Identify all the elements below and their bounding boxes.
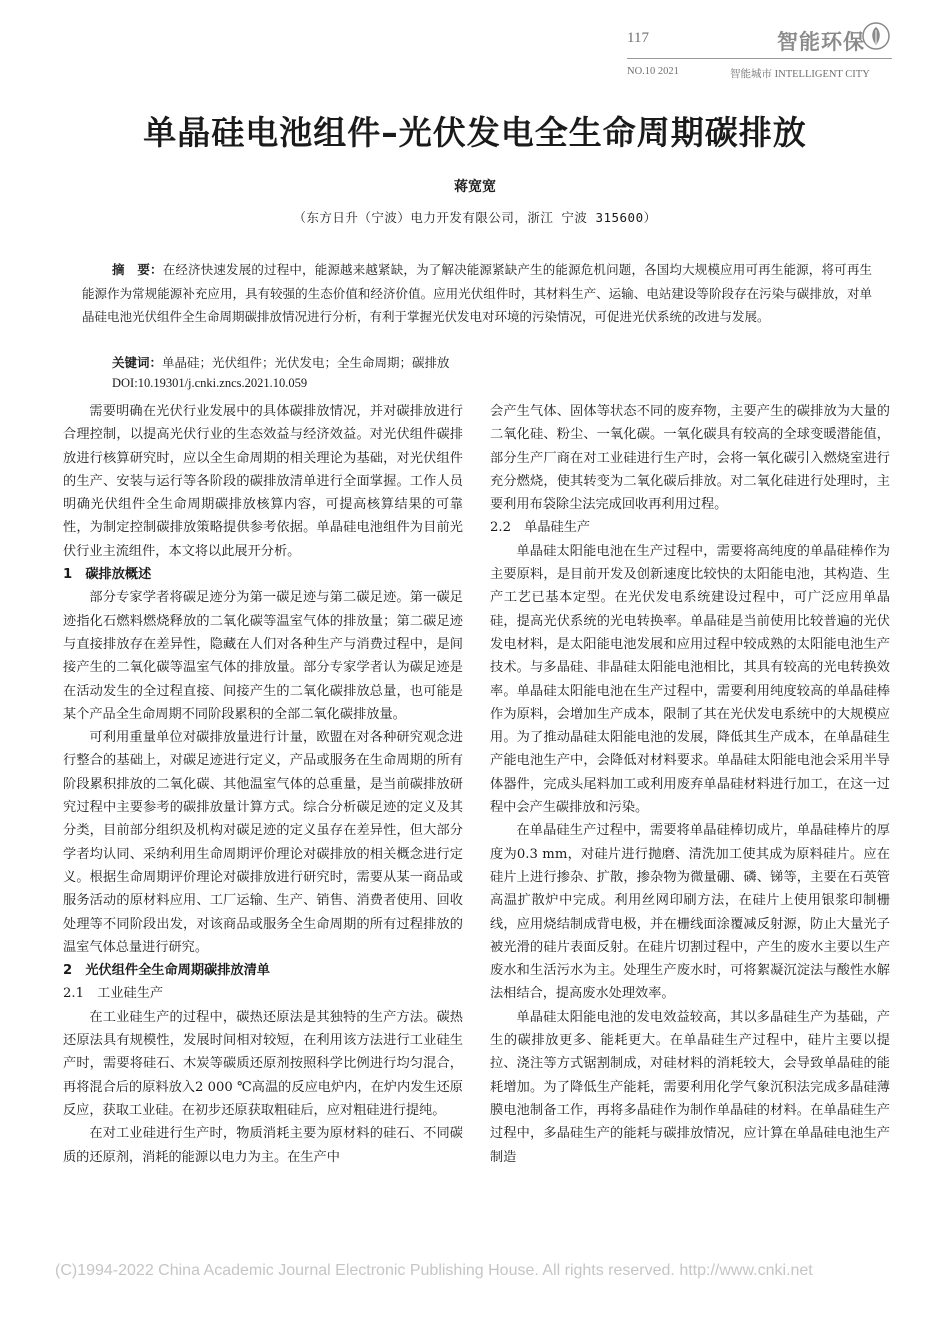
article-title: 单晶硅电池组件–光伏发电全生命周期碳排放 bbox=[143, 113, 807, 152]
abstract-text: 在经济快速发展的过程中，能源越来越紧缺，为了解决能源紧缺产生的能源危机问题，各国均大规模应用可再生能源，将可再生能源作为常规能源补充应用，具有较强的生态价值和经济价值。应用光伏组件时，其材料生产、运输、电站建设等阶段存在污染与碳排放，对单晶硅电池光伏组件全生命周期碳排放情况进行分析，有利于掌握光伏发电对环境的污染情况，可促进光伏系统的改进与发展。 bbox=[82, 262, 872, 324]
article-author: 蒋宽宽 bbox=[454, 179, 496, 195]
paragraph: 在对工业硅进行生产时，物质消耗主要为原材料的硅石、不同碳质的还原剂，消耗的能源以电力为主。在生产中 bbox=[63, 1126, 463, 1165]
header-rule bbox=[627, 58, 892, 59]
journal-name: 智能环保 bbox=[777, 30, 865, 54]
body-column-left bbox=[63, 400, 463, 1169]
keywords-text: 单晶硅；光伏组件；光伏发电；全生命周期；碳排放 bbox=[162, 355, 450, 370]
body-column-right bbox=[490, 400, 890, 1169]
keywords-label: 关键词： bbox=[112, 355, 163, 370]
section-heading: 1 碳排放概述 bbox=[63, 567, 152, 583]
journal-section: 智能城市 INTELLIGENT CITY bbox=[730, 69, 870, 80]
paragraph: 可利用重量单位对碳排放量进行计量，欧盟在对各种研究观念进行整合的基础上，对碳足迹进行定义，产品或服务在生命周期的所有阶段累积排放的二氧化碳、其他温室气体的总重量，是当前碳排放研究过程中主要参考的碳排放量计算方式。综合分析碳足迹的定义及其分类，目前部分组织及机构对碳足迹的定义虽存在差异性，但大部分学者均认同、采纳利用生命周期评价理论对碳排放的相关概念进行定义。根据生命周期评价理论对碳排放进行研究时，需要从某一商品或服务活动的原材料应用、工厂运输、生产、销售、消费者使用、回收处理等不同阶段出发，对该商品或服务全生命周期的所有过程排放的温室气体总量进行研究。 bbox=[63, 730, 463, 955]
page-number: 117 bbox=[627, 30, 649, 46]
abstract-label: 摘 要： bbox=[112, 262, 163, 277]
paragraph: 在工业硅生产的过程中，碳热还原法是其独特的生产方法。碳热还原法具有规模性，发展时间相对较短，在利用该方法进行工业硅生产时，需要将硅石、木炭等碳质还原剂按照科学比例进行均匀混合，再将混合后的原料放入2 000 ℃高温的反应电炉内，在炉内发生还原反应，获取工业硅。在初步还原获取粗硅后，应对粗硅进行提纯。 bbox=[63, 1009, 463, 1118]
subsection-heading: 2.1 工业硅生产 bbox=[63, 986, 164, 1002]
section-heading: 2 光伏组件全生命周期碳排放清单 bbox=[63, 963, 270, 979]
doi: DOI:10.19301/j.cnki.zncs.2021.10.059 bbox=[112, 376, 308, 390]
copyright-watermark: (C)1994-2022 China Academic Journal Electronic Publishing House. All rights reserved. http://www.cnki.net bbox=[55, 1262, 813, 1279]
keywords bbox=[112, 353, 872, 371]
paragraph: 单晶硅太阳能电池的发电效益较高，其以多晶硅生产为基础，产生的碳排放更多、能耗更大。在单晶硅生产过程中，硅片主要以提拉、浇注等方式锯割制成，对硅材料的消耗较大，会导致单晶硅的能耗增加。为了降低生产能耗，需要利用化学气象沉积法完成多晶硅薄膜电池制备工作，再将多晶硅作为制作单晶硅的材料。在单晶硅生产过程中，多晶硅生产的能耗与碳排放情况，应计算在单晶硅电池生产制造 bbox=[490, 1009, 890, 1165]
paragraph: 需要明确在光伏行业发展中的具体碳排放情况，并对碳排放进行合理控制，以提高光伏行业的生态效益与经济效益。对光伏组件碳排放进行核算研究时，应以全生命周期的相关理论为基础，对光伏组件的生产、安装与运行等各阶段的碳排放清单进行全面掌握。工作人员明确光伏组件全生命周期碳排放核算内容，可提高核算结果的可靠性，为制定控制碳排放策略提供参考依据。单晶硅电池组件为目前光伏行业主流组件，本文将以此展开分析。 bbox=[63, 404, 463, 559]
issue-number: NO.10 2021 bbox=[627, 66, 679, 77]
paragraph: 单晶硅太阳能电池在生产过程中，需要将高纯度的单晶硅棒作为主要原料，是目前开发及创新速度比较快的太阳能电池，其构造、生产工艺已基本定型。在光伏发电系统建设过程中，可广泛应用单晶硅，提高光伏系统的光电转换率。单晶硅是当前使用比较普遍的光伏发电材料，是太阳能电池发展和应用过程中较成熟的太阳能电池生产技术。与多晶硅、非晶硅太阳能电池相比，其具有较高的光电转换效率。单晶硅太阳能电池在生产过程中，需要利用纯度较高的单晶硅棒作为原料，会增加生产成本，限制了其在光伏发电系统中的大规模应用。为了推动晶硅太阳能电池的发展，降低其生产成本，在单晶硅生产能电池生产中，会降低对材料要求。单晶硅太阳能电池会采用半导体器件，完成头尾料加工或利用废弃单晶硅材料进行加工，在这一过程中会产生碳排放和污染。 bbox=[490, 543, 890, 816]
abstract bbox=[82, 258, 872, 329]
paragraph: 在单晶硅生产过程中，需要将单晶硅棒切成片，单晶硅棒片的厚度为0.3 mm，对硅片进行抛磨、清洗加工使其成为原料硅片。应在硅片上进行掺杂、扩散，掺杂物为微量硼、磷、锑等，主要在石英管高温扩散炉中完成。利用丝网印刷方法，在硅片上使用银浆印制栅线，应用烧结制成背电极，并在栅线面涂覆减反射源，防止大量光子被光滑的硅片表面反射。在硅片切割过程中，产生的废水主要以生产废水和生活污水为主。处理生产废水时，可将絮凝沉淀法与酸性水解法相结合，提高废水处理效率。 bbox=[490, 823, 890, 1002]
author-affiliation: （东方日升（宁波）电力开发有限公司，浙江 宁波 315600） bbox=[293, 210, 657, 225]
paragraph: 部分专家学者将碳足迹分为第一碳足迹与第二碳足迹。第一碳足迹指化石燃料燃烧释放的二氧化碳等温室气体的排放量；第二碳足迹与直接排放存在差异性，隐藏在人们对各种生产与消费过程中，是间接产生的二氧化碳等温室气体的排放量。部分专家学者认为碳足迹是在活动发生的全过程直接、间接产生的二氧化碳排放总量，也可能是某个产品全生命周期不同阶段累积的全部二氧化碳排放量。 bbox=[63, 590, 463, 722]
subsection-heading: 2.2 单晶硅生产 bbox=[490, 520, 591, 536]
paragraph: 会产生气体、固体等状态不同的废弃物，主要产生的碳排放为大量的二氧化硅、粉尘、一氧化碳。一氧化碳具有较高的全球变暖潜能值，部分生产厂商在对工业硅进行生产时，会将一氧化碳引入燃烧室进行充分燃烧，使其转变为二氧化碳后排放。对二氧化硅进行处理时，主要利用布袋除尘法完成回收再利用过程。 bbox=[490, 404, 890, 513]
leaf-emblem-icon bbox=[862, 22, 890, 50]
